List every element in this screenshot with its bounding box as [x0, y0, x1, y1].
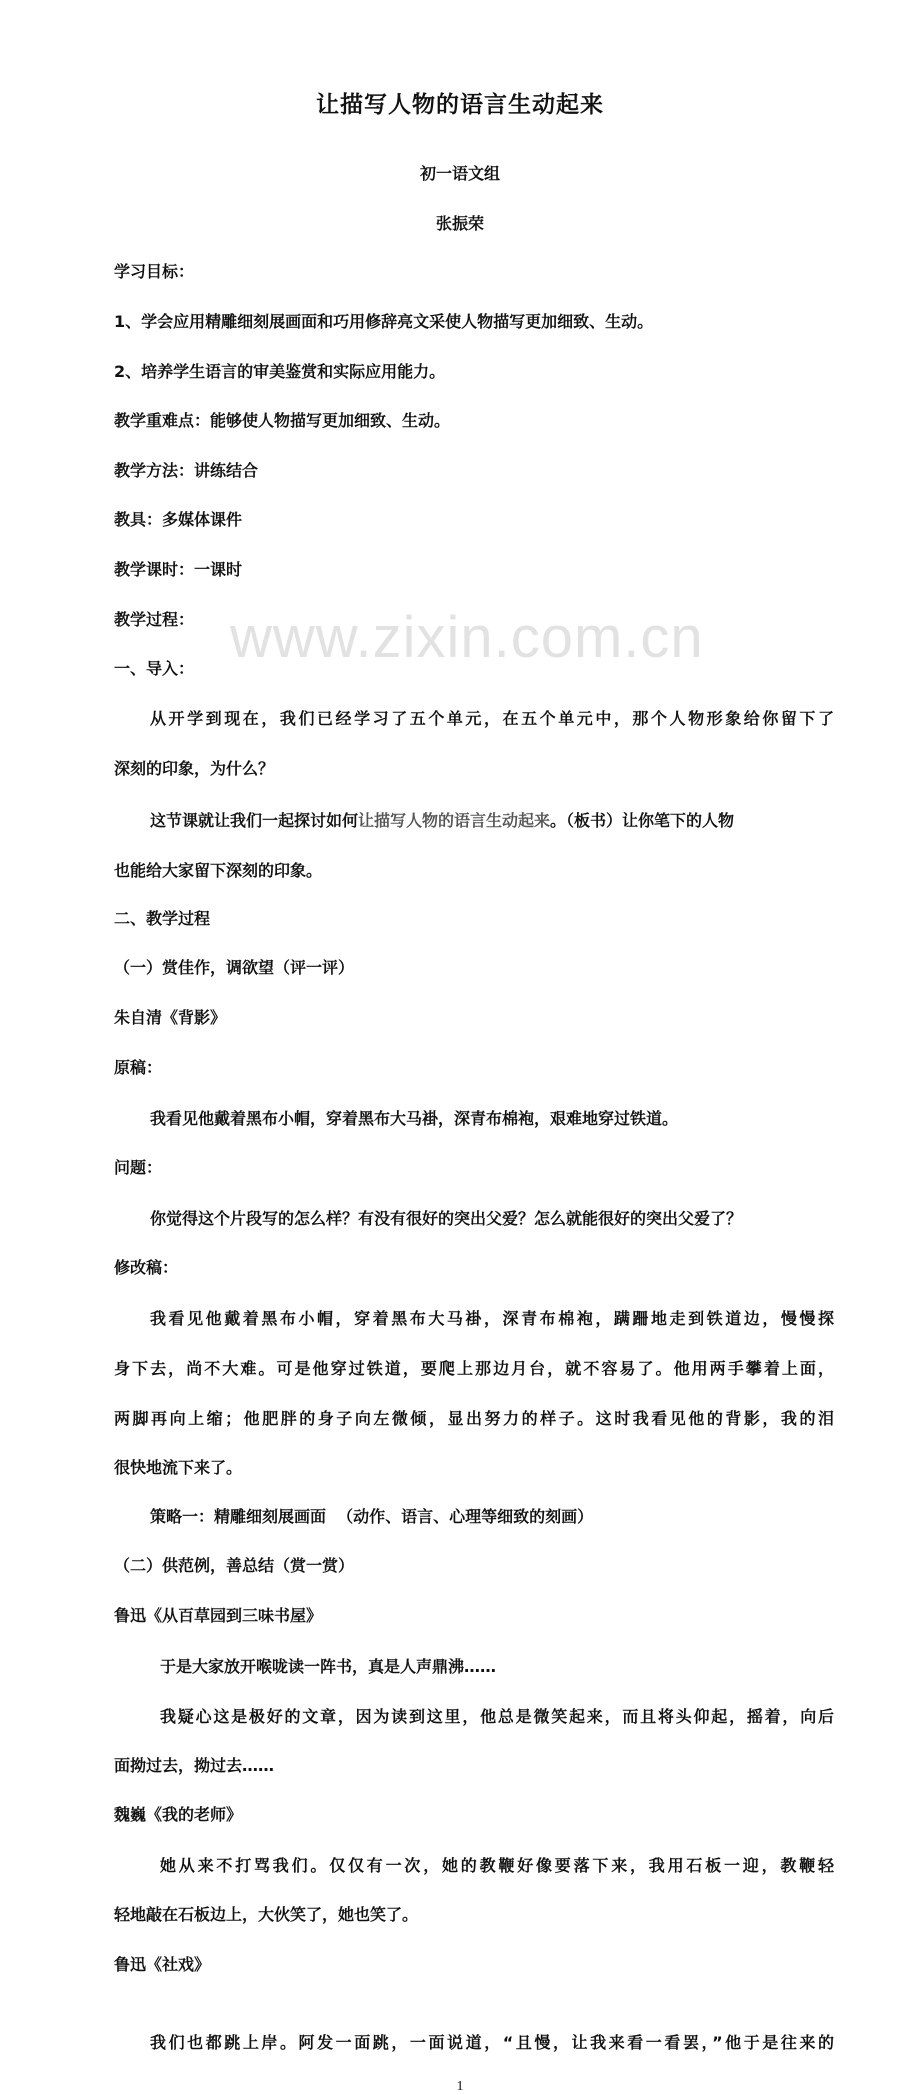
- section-2-heading: 二、教学过程: [114, 909, 211, 928]
- revised-line-3: 两脚再向上缩；他肥胖的身子向左微倾，显出努力的样子。这时我看见他的背影，我的泪: [114, 1409, 834, 1428]
- intro-heading: 一、导入：: [114, 659, 195, 678]
- goal-1: 1、学会应用精雕细刻展画面和巧用修辞亮文采使人物描写更加细致、生动。: [114, 312, 654, 331]
- intro-paragraph2-line-2: 也能给大家留下深刻的印象。: [114, 861, 323, 880]
- document-title: 让描写人物的语言生动起来: [316, 92, 604, 118]
- original-text: 我看见他戴着黑布小帽，穿着黑布大马褂，深青布棉袍，艰难地穿过铁道。: [150, 1109, 679, 1128]
- strategy-1: 策略一：精雕细刻展画面 （动作、语言、心理等细致的刻画）: [150, 1507, 594, 1526]
- process-heading: 教学过程：: [114, 610, 195, 629]
- revised-line-2: 身下去，尚不大难。可是他穿过铁道，要爬上那边月台，就不容易了。他用两手攀着上面，: [114, 1359, 834, 1378]
- source-1: 朱自清《背影》: [114, 1008, 227, 1027]
- source-3-line-2: 轻地敲在石板边上，大伙笑了，她也笑了。: [114, 1905, 419, 1924]
- intro-text-c: 。（板书）让你笔下的人物: [550, 811, 735, 830]
- source-4-line-1: 我们也都跳上岸。阿发一面跳，一面说道，“且慢，让我来看一看罢，”他于是往来的: [150, 2033, 834, 2052]
- teaching-method: 教学方法：讲练结合: [114, 461, 259, 480]
- revised-line-1: 我看见他戴着黑布小帽，穿着黑布大马褂，深青布棉袍，蹒跚地走到铁道边，慢慢探: [150, 1309, 834, 1328]
- source-2-paragraph-2-line-1: 我疑心这是极好的文章，因为读到这里，他总是微笑起来，而且将头仰起，摇着，向后: [160, 1707, 834, 1726]
- teaching-tools: 教具：多媒体课件: [114, 510, 243, 529]
- source-2-paragraph-1: 于是大家放开喉咙读一阵书，真是人声鼎沸……: [160, 1657, 497, 1676]
- highlighted-topic: 让描写人物的语言生动起来: [358, 811, 551, 830]
- subsection-2-heading: （二）供范例，善总结（赏一赏）: [114, 1556, 355, 1575]
- goals-heading: 学习目标：: [114, 262, 195, 281]
- revised-label: 修改稿：: [114, 1258, 179, 1277]
- author-name: 张振荣: [435, 214, 484, 233]
- source-3: 魏巍《我的老师》: [114, 1805, 243, 1824]
- page-number: 1: [456, 2079, 464, 2094]
- original-label: 原稿：: [114, 1058, 163, 1077]
- intro-paragraph-line-2: 深刻的印象，为什么？: [114, 759, 275, 778]
- source-3-line-1: 她从来不打骂我们。仅仅有一次，她的教鞭好像要落下来，我用石板一迎，教鞭轻: [160, 1856, 834, 1875]
- subsection-1-heading: （一）赏佳作，调欲望（评一评）: [114, 958, 355, 977]
- intro-text-a: 这节课就让我们一起探讨如何: [150, 811, 359, 830]
- source-2: 鲁迅《从百草园到三味书屋》: [114, 1606, 323, 1625]
- question-label: 问题：: [114, 1158, 163, 1177]
- class-hours: 教学课时：一课时: [114, 560, 243, 579]
- group-name: 初一语文组: [419, 164, 500, 183]
- key-points: 教学重难点：能够使人物描写更加细致、生动。: [114, 411, 451, 430]
- intro-paragraph2-line-1: [150, 810, 920, 832]
- revised-line-4: 很快地流下来了。: [114, 1458, 243, 1477]
- intro-paragraph-line-1: 从开学到现在，我们已经学习了五个单元，在五个单元中，那个人物形象给你留下了: [150, 709, 834, 728]
- goal-2: 2、培养学生语言的审美鉴赏和实际应用能力。: [114, 362, 446, 381]
- watermark: www.zixin.com.cn: [230, 605, 704, 670]
- question-text: 你觉得这个片段写的怎么样？有没有很好的突出父爱？怎么就能很好的突出父爱了？: [150, 1209, 743, 1228]
- source-4: 鲁迅《社戏》: [114, 1955, 211, 1974]
- source-2-paragraph-2-line-2: 面拗过去，拗过去……: [114, 1756, 275, 1775]
